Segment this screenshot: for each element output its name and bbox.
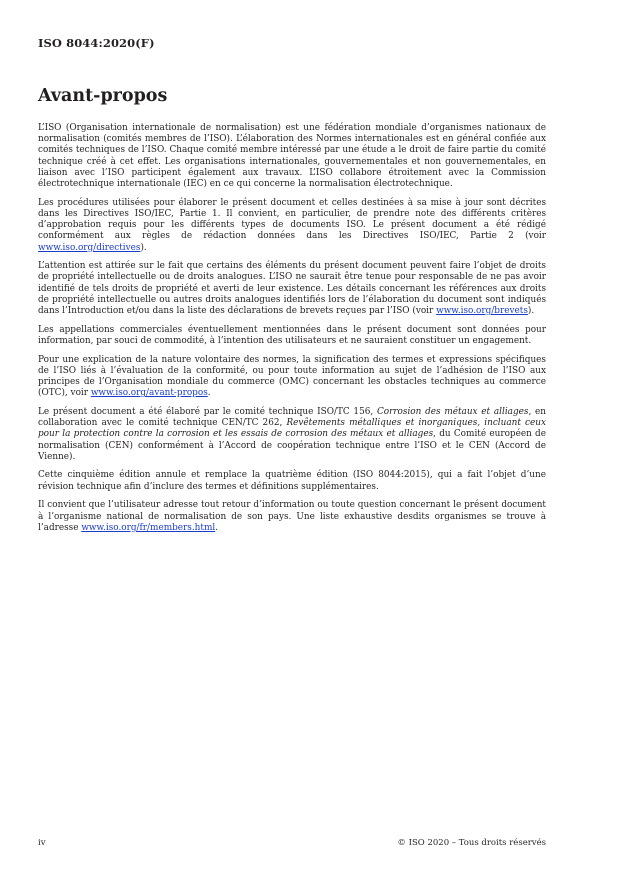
paragraph-2-tail: ). bbox=[140, 242, 147, 253]
paragraph-8 bbox=[38, 500, 546, 534]
foreword-link[interactable]: www.iso.org/avant-propos bbox=[90, 388, 208, 399]
paragraph-3-tail: ). bbox=[527, 306, 535, 317]
copyright-notice: © ISO 2020 – Tous droits réservés bbox=[397, 838, 546, 848]
page-title: Avant-propos bbox=[38, 86, 168, 106]
paragraph-6-text-2: , en collaboration avec le comité technique CEN/TC 262, bbox=[38, 406, 546, 429]
paragraph-2 bbox=[38, 198, 546, 254]
paragraph-8-text: Il convient que l’utilisateur adresse tout retour d’information ou toute question concernant le présent document à l’organisme national de normalisation de son pays. Une liste exhaustive desdits organismes se trouve à l’adresse bbox=[38, 500, 546, 533]
paragraph-1: L’ISO (Organisation internationale de normalisation) est une fédération mondiale d’organismes nationaux de normalisation (comités membres de l’ISO). L’élaboration des Normes internationales est en général confiée aux comités techniques de l’ISO. Chaque comité membre intéressé par une étude a le droit de faire partie du comité technique créé à cet effet. Les organisations internationales, gouvernementales et non gouvernementales, en liaison avec l’ISO participent également aux travaux. L’ISO collabore étroitement avec la Commission électrotechnique internationale (IEC) en ce qui concerne la normalisation électrotechnique. bbox=[38, 123, 546, 190]
foreword-body bbox=[38, 123, 546, 542]
committee-title-italic: Corrosion des métaux et alliages bbox=[376, 406, 529, 417]
members-link[interactable]: www.iso.org/fr/members.html bbox=[81, 522, 216, 533]
document-id: ISO 8044:2020(F) bbox=[38, 36, 155, 50]
paragraph-3-text: L’attention est attirée sur le fait que certains des éléments du présent document peuvent faire l’objet de droits de propriété intellectuelle ou de droits analogues. L’ISO ne saurait être tenue pour responsable de ne pas avoir identifié de tels droits de propriété et averti de leur existence. Les détails concernant les références aux droits de propriété intellectuelle ou autres droits analogues identifiés lors de l’élaboration du document sont indiqués dans l’Introduction et/ou dans la liste des déclarations de brevets reçues par l’ISO (voir bbox=[38, 261, 546, 317]
paragraph-6 bbox=[38, 407, 546, 463]
paragraph-6-text-1: Le présent document a été élaboré par le comité technique ISO/TC 156, bbox=[38, 406, 377, 417]
paragraph-8-tail: . bbox=[215, 522, 219, 533]
paragraph-2-text: Les procédures utilisées pour élaborer le présent document et celles destinées à sa mise à jour sont décrites dans les Directives ISO/IEC, Partie 1. Il convient, en particulier, de prendre note des différents critères d’approbation requis pour les différents types de documents ISO. Le présent document a été rédigé conformément aux règles de rédaction données dans les Directives ISO/IEC, Partie 2 (voir bbox=[38, 197, 546, 242]
paragraph-5 bbox=[38, 355, 546, 400]
page-number: iv bbox=[38, 838, 46, 848]
directives-link[interactable]: www.iso.org/directives bbox=[38, 242, 141, 253]
paragraph-4: Les appellations commerciales éventuellement mentionnées dans le présent document sont données pour information, par souci de commodité, à l’intention des utilisateurs et ne sauraient constituer un engagement. bbox=[38, 324, 546, 346]
paragraph-6-text-3: , du Comité européen de normalisation (CEN) conformément à l’Accord de coopération technique entre l’ISO et le CEN (Accord de Vienne). bbox=[38, 429, 546, 462]
paragraph-3 bbox=[38, 261, 546, 317]
paragraph-7: Cette cinquième édition annule et remplace la quatrième édition (ISO 8044:2015), qui a fait l’objet d’une révision technique afin d’inclure des termes et définitions supplémentaires. bbox=[38, 470, 546, 492]
paragraph-5-text: Pour une explication de la nature volontaire des normes, la signification des termes et expressions spécifiques de l’ISO liés à l’évaluation de la conformité, ou pour toute information au sujet de l’adhésion de l’ISO aux principes de l’Organisation mondiale du commerce (OMC) concernant les obstacles techniques au commerce (OTC), voir bbox=[38, 354, 546, 399]
cen-committee-title-italic: Revêtements métalliques et inorganiques, incluant ceux pour la protection contre la corrosion et les essais de corrosion des métaux et alliages bbox=[38, 418, 546, 440]
patents-link[interactable]: www.iso.org/brevets bbox=[436, 306, 528, 317]
paragraph-5-tail: . bbox=[207, 388, 211, 399]
